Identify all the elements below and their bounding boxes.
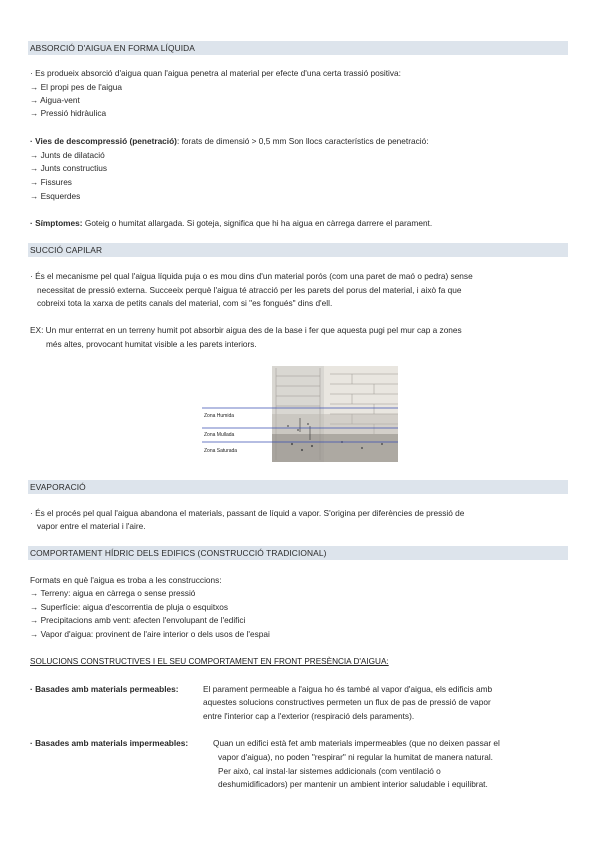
imp-text: deshumidificadors) per mantenir un ambient interior saludable i equilibrat. <box>218 779 488 789</box>
perm-label <box>30 684 179 695</box>
imp-text: Quan un edifici està fet amb materials impermeables (que no deixen passar el <box>213 738 500 748</box>
imp-label <box>30 738 188 749</box>
comp-item: → Superfície: aigua d'escorrentia de pluja o esquitxos <box>30 602 229 612</box>
comp-item: → Precipitacions amb vent: afecten l'envolupant de l'edifici <box>30 615 246 625</box>
succio-p1: cobreixi tota la xarxa de petits canals del material, com si "es fongués" dins d'ell. <box>37 298 333 308</box>
zone-label-saturada: Zona Saturada <box>204 448 238 454</box>
comp-intro: Formats en què l'aigua es troba a les construccions: <box>30 575 222 585</box>
section-header-absorcio: ABSORCIÓ D'AIGUA EN FORMA LÍQUIDA <box>28 41 568 55</box>
simptomes-line <box>30 218 432 229</box>
evap-text: · És el procés pel qual l'aigua abandona el materials, passant de líquid a vapor. S'origina per diferències de pressió de <box>30 508 465 518</box>
imp-label-text: · Basades amb materials impermeables: <box>30 738 189 748</box>
abs-item: → Pressió hidràulica <box>30 108 107 118</box>
perm-label-text: · Basades amb materials permeables: <box>30 684 179 694</box>
succio-p1: · És el mecanisme pel qual l'aigua líquida puja o es mou dins d'un material porós (com una paret de maó o pedra) sense <box>30 271 473 281</box>
zone-label-humida: Zona Humida <box>204 413 235 419</box>
vies-item: → Fissures <box>30 177 72 187</box>
vies-item: → Junts de dilatació <box>30 150 105 160</box>
perm-text: entre l'interior cap a l'exterior (respiració dels paraments). <box>203 711 415 721</box>
succio-example: EX: Un mur enterrat en un terreny humit pot absorbir aigua des de la base i fer que aquesta pugi pel mur cap a zones <box>30 325 462 335</box>
evap-text: vapor entre el material i l'aire. <box>37 521 146 531</box>
vies-label: · Vies de descompressió (penetració) <box>30 136 177 146</box>
vies-text: : forats de dimensió > 0,5 mm Son llocs característics de penetració: <box>176 136 429 146</box>
abs-intro: · Es produeix absorció d'aigua quan l'aigua penetra al material per efecte d'una certa trassió positiva: <box>30 68 401 78</box>
capillary-wall-figure <box>202 366 398 462</box>
comp-item: → Vapor d'aigua: provinent de l'aire interior o dels usos de l'espai <box>30 629 270 639</box>
comp-item: → Terreny: aigua en càrrega o sense pressió <box>30 588 196 598</box>
section-header-succio: SUCCIÓ CAPILAR <box>28 243 568 257</box>
zone-label-mullada: Zona Mullada <box>204 432 235 438</box>
perm-text: aquestes solucions constructives permeten un flux de pas de pressió de vapor <box>203 697 491 707</box>
abs-item: → Aigua-vent <box>30 95 80 105</box>
perm-text: El parament permeable a l'aigua ho és també al vapor d'aigua, els edificis amb <box>203 684 493 694</box>
succio-p1: necessitat de pressió externa. Succeeix perquè l'aigua té atracció per les parets del porus del material, i això fa que <box>37 285 462 295</box>
abs-item: → El propi pes de l'aigua <box>30 82 122 92</box>
imp-text: vapor d'aigua), no poden "respirar" ni regular la humitat de manera natural. <box>218 752 493 762</box>
section-header-comportament: COMPORTAMENT HÍDRIC DELS EDIFICS (CONSTRUCCIÓ TRADICIONAL) <box>28 546 568 560</box>
section-header-evaporacio: EVAPORACIÓ <box>28 480 568 494</box>
solucions-heading: SOLUCIONS CONSTRUCTIVES I EL SEU COMPORTAMENT EN FRONT PRESÈNCIA D'AIGUA: <box>30 657 389 666</box>
simptomes-label: · Símptomes: <box>30 218 83 228</box>
simptomes-text: Goteig o humitat allargada. Si goteja, significa que hi ha aigua en càrrega darrere el parament. <box>82 218 433 228</box>
vies-line <box>30 136 429 147</box>
vies-item: → Esquerdes <box>30 191 81 201</box>
vies-item: → Junts constructius <box>30 163 108 173</box>
imp-text: Per això, cal instal·lar sistemes addicionals (com ventilació o <box>218 766 441 776</box>
succio-example: més altes, provocant humitat visible a les parets interiors. <box>46 339 257 349</box>
